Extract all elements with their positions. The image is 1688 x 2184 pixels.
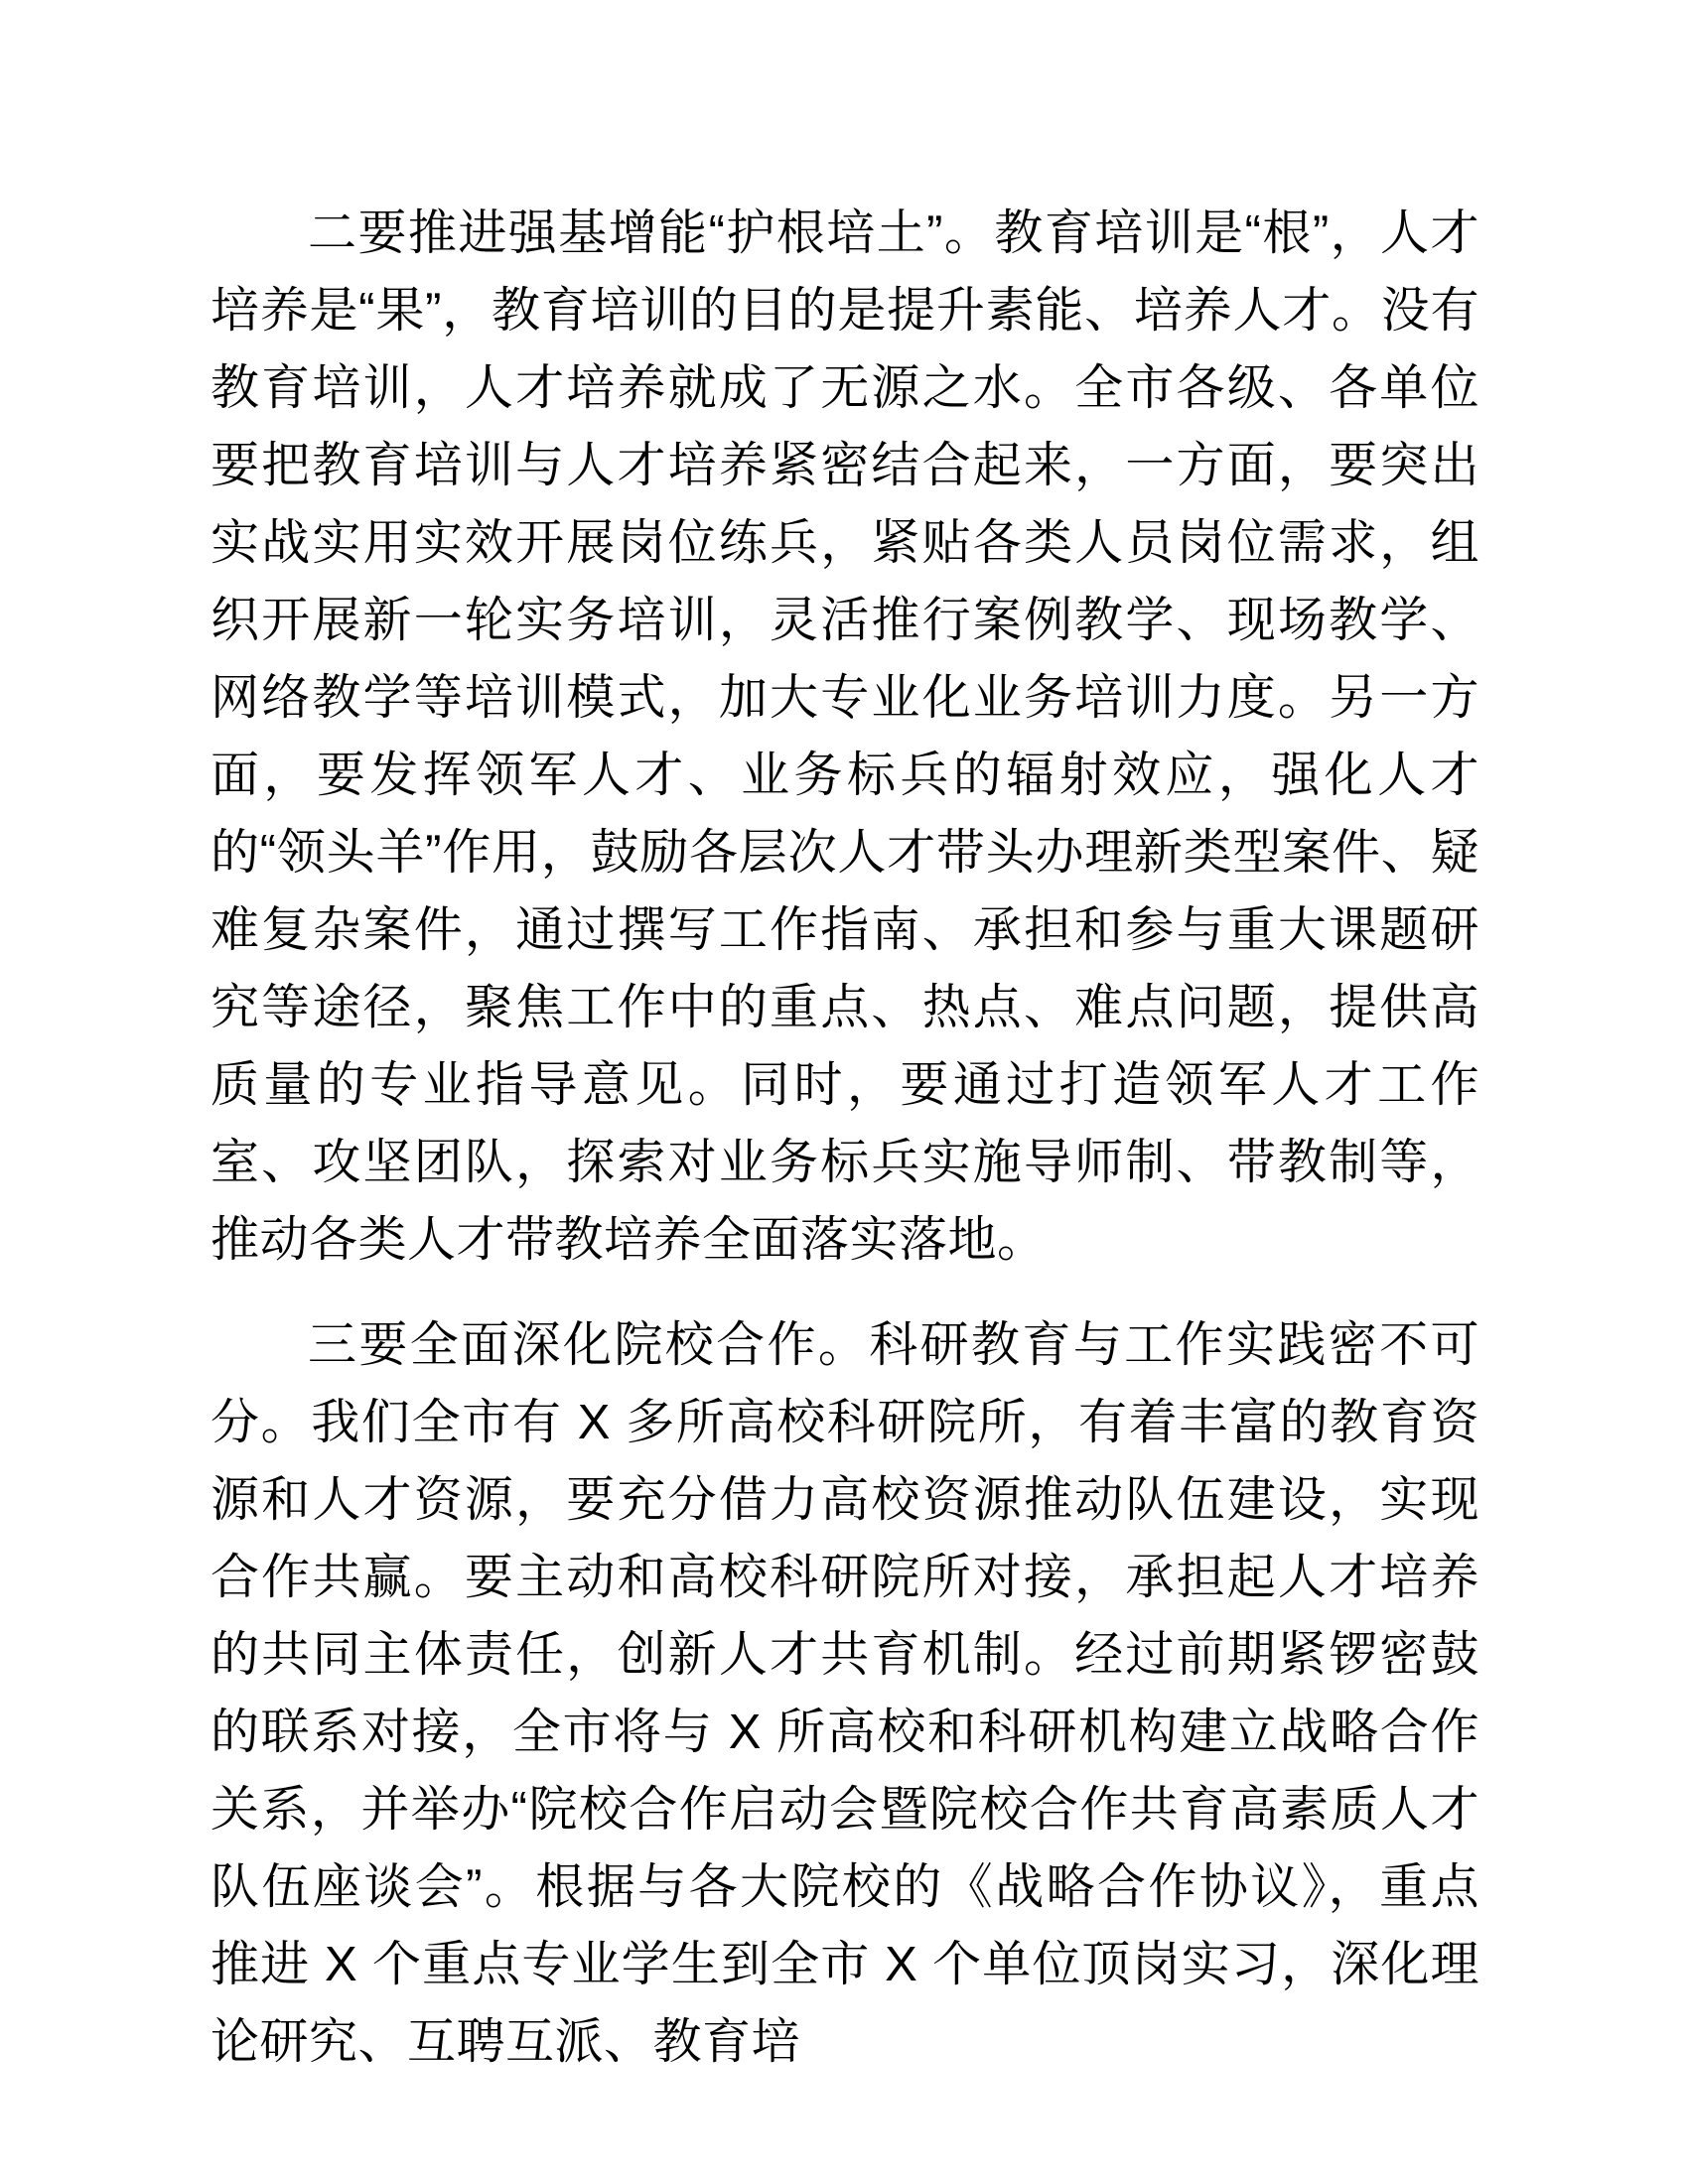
paragraph-2: 三要全面深化院校合作。科研教育与工作实践密不可分。我们全市有 X 多所高校科研院所，有着丰富的教育资源和人才资源，要充分借力高校资源推动队伍建设，实现合作共赢。要主动和高校科研院所对接，承担起人才培养的共同主体责任，创新人才共育机制。经过前期紧锣密鼓的联系对接，全市将与 X 所高校和科研机构建立战略合作关系，并举办“院校合作启动会暨院校合作共育高素质人才队伍座谈会”。根据与各大院校的《战略合作协议》，重点推进 X 个重点专业学生到全市 X 个单位顶岗实习，深化理论研究、互聘互派、教育培	[211, 1318, 1479, 2069]
paragraph-1: 二要推进强基增能“护根培土”。教育培训是“根”，人才培养是“果”，教育培训的目的是提升素能、培养人才。没有教育培训，人才培养就成了无源之水。全市各级、各单位要把教育培训与人才培养紧密结合起来，一方面，要突出实战实用实效开展岗位练兵，紧贴各类人员岗位需求，组织开展新一轮实务培训，灵活推行案例教学、现场教学、网络教学等培训模式，加大专业化业务培训力度。另一方面，要发挥领军人才、业务标兵的辐射效应，强化人才的“领头羊”作用，鼓励各层次人才带头办理新类型案件、疑难复杂案件，通过撰写工作指南、承担和参与重大课题研究等途径，聚焦工作中的重点、热点、难点问题，提供高质量的专业指导意见。同时，要通过打造领军人才工作室、攻坚团队，探索对业务标兵实施导师制、带教制等，推动各类人才带教培养全面落实落地。	[211, 206, 1479, 1267]
document-text-block	[211, 195, 1479, 2109]
